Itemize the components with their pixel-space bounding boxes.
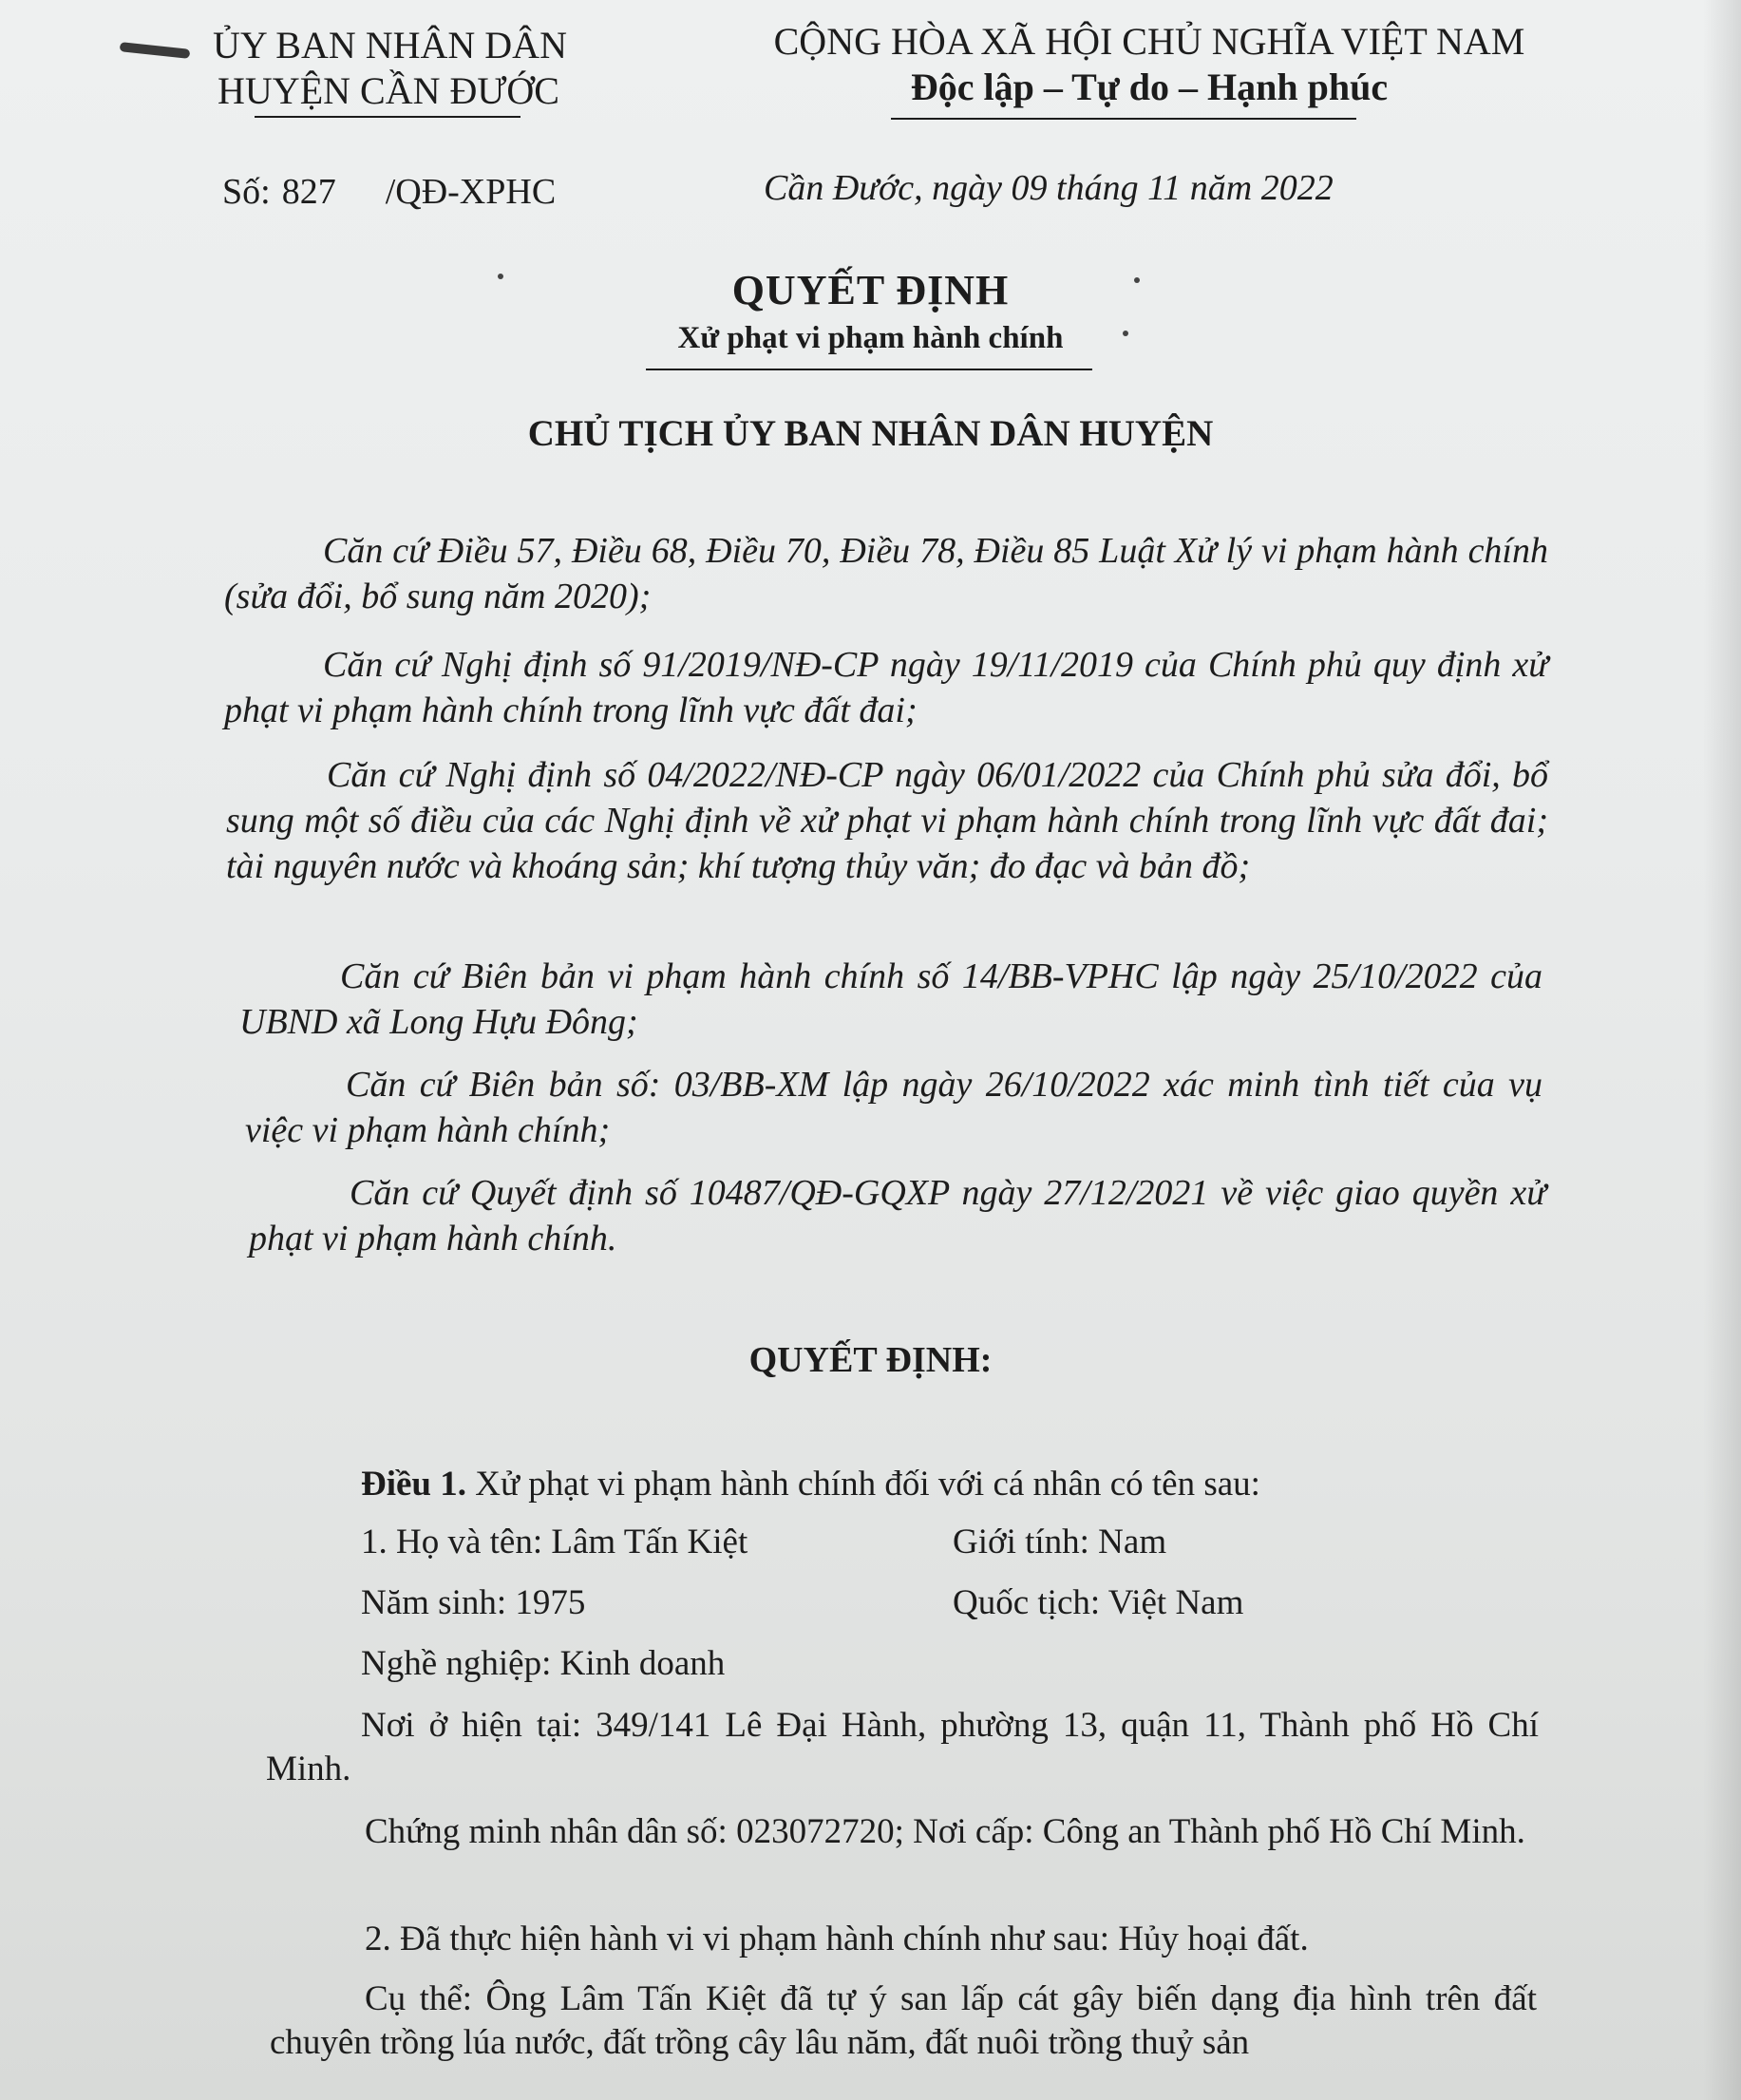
violation-detail: Cụ thể: Ông Lâm Tấn Kiệt đã tự ý san lấp cát gây biến dạng địa hình trên đất chuyên trồng lúa nước, đất trồng cây lâu năm, đất nuôi trồng thuỷ sản bbox=[270, 1979, 1537, 2062]
document-title: QUYẾT ĐỊNH bbox=[731, 267, 1010, 313]
authority-title: CHỦ TỊCH ỦY BAN NHÂN DÂN HUYỆN bbox=[527, 413, 1214, 454]
legal-basis-2: Căn cứ Nghị định số 91/2019/NĐ-CP ngày 19/11/2019 của Chính phủ quy định xử phạt vi phạm hành chính trong lĩnh vực đất đai; bbox=[224, 645, 1548, 730]
violator-nationality: Quốc tịch: Việt Nam bbox=[953, 1583, 1244, 1622]
agency-underline bbox=[255, 116, 520, 118]
violation-act: 2. Đã thực hiện hành vi vi phạm hành chính như sau: Hủy hoại đất. bbox=[365, 1920, 1309, 1958]
legal-basis-4: Căn cứ Biên bản vi phạm hành chính số 14/BB-VPHC lập ngày 25/10/2022 của UBND xã Long Hựu Đông; bbox=[239, 956, 1542, 1042]
legal-basis-6: Căn cứ Quyết định số 10487/QĐ-GQXP ngày 27/12/2021 về việc giao quyền xử phạt vi phạm hành chính. bbox=[249, 1173, 1546, 1258]
violator-occupation: Nghề nghiệp: Kinh doanh bbox=[361, 1644, 726, 1683]
number-value: 827 bbox=[281, 172, 336, 212]
number-label: Số: bbox=[222, 172, 271, 212]
country-name: CỘNG HÒA XÃ HỘI CHỦ NGHĨA VIỆT NAM bbox=[773, 20, 1525, 63]
violator-address: Nơi ở hiện tại: 349/141 Lê Đại Hành, phường 13, quận 11, Thành phố Hồ Chí Minh. bbox=[266, 1706, 1539, 1788]
decision-heading: QUYẾT ĐỊNH: bbox=[748, 1340, 993, 1380]
ink-mark bbox=[120, 42, 191, 59]
page-edge-shadow bbox=[1703, 0, 1741, 2100]
violator-gender: Giới tính: Nam bbox=[953, 1523, 1167, 1561]
violator-birth-year: Năm sinh: 1975 bbox=[361, 1583, 586, 1622]
document-subtitle: Xử phạt vi phạm hành chính bbox=[677, 321, 1064, 355]
issuing-agency bbox=[213, 23, 567, 114]
national-motto bbox=[741, 19, 1558, 110]
agency-line-2: HUYỆN CẦN ĐƯỚC bbox=[218, 69, 559, 112]
subtitle-underline bbox=[646, 369, 1092, 370]
document-date: Cần Đước, ngày 09 tháng 11 năm 2022 bbox=[764, 168, 1334, 208]
legal-basis-3: Căn cứ Nghị định số 04/2022/NĐ-CP ngày 06/01/2022 của Chính phủ sửa đổi, bổ sung một số điều của các Nghị định về xử phạt vi phạm hành chính trong lĩnh vực đất đai; tài nguyên nước và khoáng sản; khí tượng thủy văn; đo đạc và bản đồ; bbox=[226, 755, 1548, 886]
violator-name: 1. Họ và tên: Lâm Tấn Kiệt bbox=[361, 1523, 748, 1561]
motto-underline bbox=[891, 118, 1356, 120]
article-1-heading: Điều 1. bbox=[361, 1465, 466, 1504]
article-1-text: Xử phạt vi phạm hành chính đối với cá nhân có tên sau: bbox=[466, 1465, 1260, 1504]
motto: Độc lập – Tự do – Hạnh phúc bbox=[910, 66, 1389, 108]
violator-id-card: Chứng minh nhân dân số: 023072720; Nơi cấp: Công an Thành phố Hồ Chí Minh. bbox=[365, 1812, 1525, 1851]
article-1-intro bbox=[361, 1463, 1260, 1506]
document-number bbox=[222, 171, 556, 213]
legal-basis-5: Căn cứ Biên bản số: 03/BB-XM lập ngày 26/10/2022 xác minh tình tiết của vụ việc vi phạm hành chính; bbox=[245, 1065, 1542, 1150]
agency-line-1: ỦY BAN NHÂN DÂN bbox=[213, 24, 567, 66]
legal-basis-1: Căn cứ Điều 57, Điều 68, Điều 70, Điều 78, Điều 85 Luật Xử lý vi phạm hành chính (sửa đổi, bổ sung năm 2020); bbox=[224, 531, 1548, 616]
number-code: /QĐ-XPHC bbox=[385, 172, 557, 212]
